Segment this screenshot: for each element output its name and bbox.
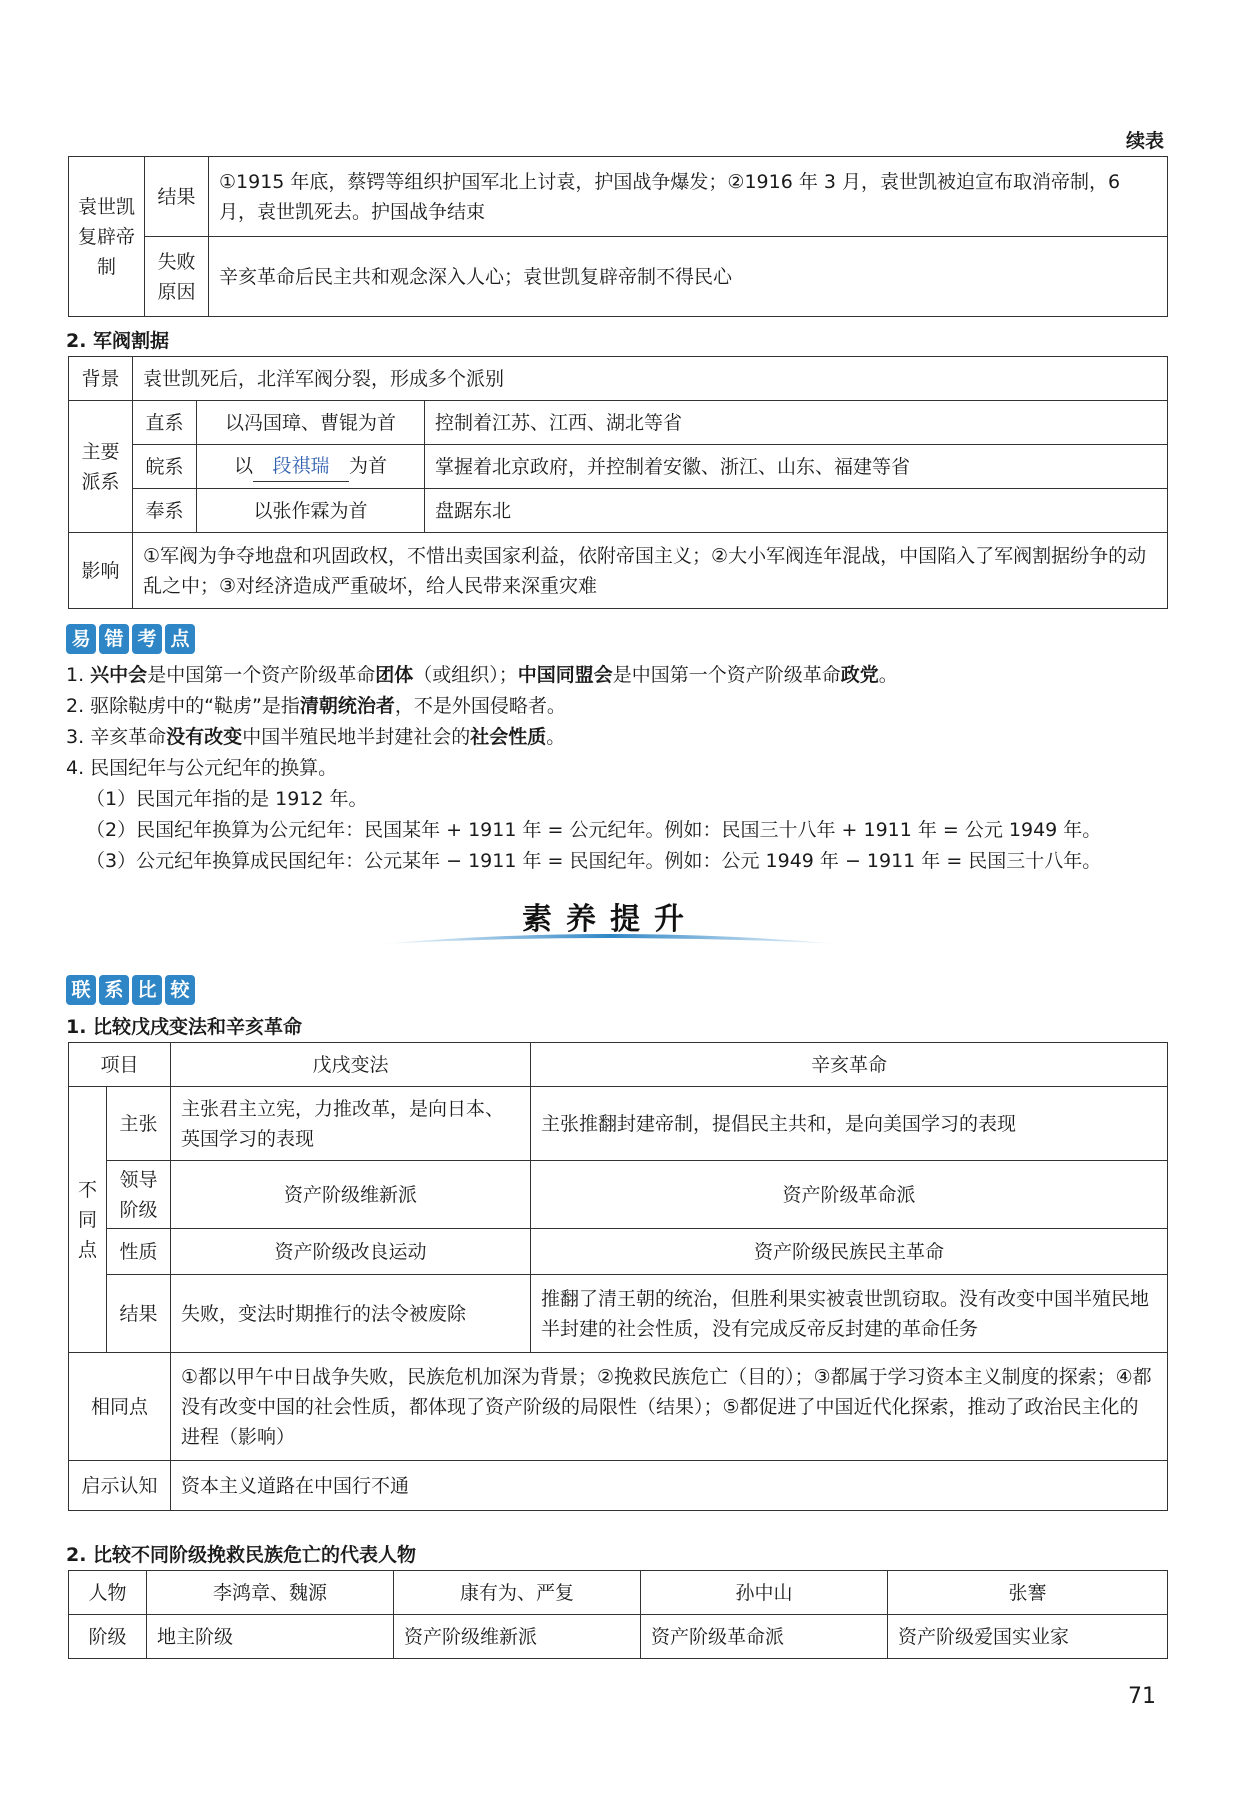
text: 。 — [878, 664, 898, 686]
faction-name: 奉系 — [133, 489, 197, 533]
emphasis: 社会性质 — [470, 726, 547, 748]
text: 2. 驱除鞑虏中的“鞑虏”是指 — [66, 695, 300, 717]
reform-cell: 资产阶级改良运动 — [171, 1229, 531, 1275]
error-subitem-3: （3）公元纪年换算成民国纪年：公元某年 − 1911 年 = 民国纪年。例如：公元 1949 年 − 1911 年 = 民国三十八年。 — [86, 850, 1102, 872]
emphasis: 中国同盟会 — [517, 664, 613, 686]
text: ，不是外国侵略者。 — [394, 695, 566, 717]
text: 是中国第一个资产阶级革命 — [147, 664, 376, 686]
tag-char: 系 — [99, 975, 129, 1005]
error-item-4: 4. 民国纪年与公元纪年的换算。 — [66, 757, 338, 779]
yuan-restoration-label: 袁世凯复辟帝制 — [69, 157, 145, 317]
emphasis: 团体 — [375, 664, 414, 686]
literacy-banner — [380, 890, 840, 950]
error-subitem-2: （2）民国纪年换算为公元纪年：民国某年 + 1911 年 = 公元纪年。例如：民国三十八年 + 1911 年 = 公元 1949 年。 — [86, 819, 1102, 841]
factions-label: 主要派系 — [69, 401, 133, 533]
tag-char: 点 — [165, 624, 195, 654]
comparison-tag — [66, 975, 195, 1005]
failure-reason-label: 失败原因 — [145, 237, 209, 317]
faction-control: 掌握着北京政府，并控制着安徽、浙江、山东、福建等省 — [425, 445, 1168, 489]
result-text: ①1915 年底，蔡锷等组织护国军北上讨袁，护国战争爆发；②1916 年 3 月，袁世凯被迫宣布取消帝制，6 月，袁世凯死去。护国战争结束 — [209, 157, 1168, 237]
section-figures-title: 2. 比较不同阶级挽救民族危亡的代表人物 — [66, 1544, 417, 1566]
reform-revolution-table — [68, 1042, 1168, 1511]
emphasis: 兴中会 — [90, 664, 148, 686]
result-label: 结果 — [145, 157, 209, 237]
revolution-cell: 主张推翻封建帝制，提倡民主共和，是向美国学习的表现 — [531, 1087, 1168, 1161]
faction-name: 直系 — [133, 401, 197, 445]
similarity-text: ①都以甲午中日战争失败，民族危机加深为背景；②挽救民族危亡（目的）；③都属于学习资本主义制度的探索；④都没有改变中国的社会性质，都体现了资产阶级的局限性（结果）；⑤都促进了中国近代化探索，推动了政治民主化的进程（影响） — [171, 1353, 1168, 1461]
section-warlord-title: 2. 军阀割据 — [66, 330, 170, 352]
faction-name: 皖系 — [133, 445, 197, 489]
header-item: 项目 — [69, 1043, 171, 1087]
insight-text: 资本主义道路在中国行不通 — [171, 1461, 1168, 1511]
error-item-2 — [66, 691, 566, 721]
reform-cell: 资产阶级维新派 — [171, 1161, 531, 1229]
header-reform: 戊戌变法 — [171, 1043, 531, 1087]
continued-table-label: 续表 — [1126, 130, 1165, 152]
tag-char: 考 — [132, 624, 162, 654]
header-revolution: 辛亥革命 — [531, 1043, 1168, 1087]
banner-title: 素养提升 — [522, 902, 698, 937]
faction-leader: 以冯国璋、曹锟为首 — [197, 401, 425, 445]
section-compare-title: 1. 比较戊戌变法和辛亥革命 — [66, 1016, 303, 1038]
figure-name: 孙中山 — [641, 1571, 888, 1615]
emphasis: 政党 — [840, 664, 879, 686]
tag-char: 易 — [66, 624, 96, 654]
faction-leader — [197, 445, 425, 489]
error-subitem-1: （1）民国元年指的是 1912 年。 — [86, 788, 368, 810]
emphasis: 清朝统治者 — [299, 695, 395, 717]
reform-cell: 主张君主立宪，力推改革，是向日本、英国学习的表现 — [171, 1087, 531, 1161]
impact-text: ①军阀为争夺地盘和巩固政权，不惜出卖国家利益，依附帝国主义；②大小军阀连年混战，中国陷入了军阀割据纷争的动乱之中；③对经济造成严重破坏，给人民带来深重灾难 — [133, 533, 1168, 609]
tag-char: 联 — [66, 975, 96, 1005]
page-number: 71 — [1128, 1684, 1156, 1709]
figure-name: 李鸿章、魏源 — [147, 1571, 394, 1615]
text: （或组织）； — [413, 664, 518, 686]
faction-control: 控制着江苏、江西、湖北等省 — [425, 401, 1168, 445]
error-prone-tag — [66, 624, 195, 654]
figure-name: 张謇 — [888, 1571, 1168, 1615]
figure-class: 资产阶级革命派 — [641, 1615, 888, 1659]
faction-control: 盘踞东北 — [425, 489, 1168, 533]
faction-leader: 以张作霖为首 — [197, 489, 425, 533]
text: 中国半殖民地半封建社会的 — [242, 726, 471, 748]
similarity-label: 相同点 — [69, 1353, 171, 1461]
text: 是中国第一个资产阶级革命 — [612, 664, 841, 686]
tag-char: 错 — [99, 624, 129, 654]
class-header: 阶级 — [69, 1615, 147, 1659]
figures-header: 人物 — [69, 1571, 147, 1615]
reform-cell: 失败，变法时期推行的法令被废除 — [171, 1275, 531, 1353]
figure-class: 地主阶级 — [147, 1615, 394, 1659]
tag-char: 比 — [132, 975, 162, 1005]
insight-label: 启示认知 — [69, 1461, 171, 1511]
fill-blank-answer: 段祺瑞 — [253, 451, 349, 482]
revolution-cell: 资产阶级民族民主革命 — [531, 1229, 1168, 1275]
revolution-cell: 推翻了清王朝的统治，但胜利果实被袁世凯窃取。没有改变中国半殖民地半封建的社会性质，没有完成反帝反封建的革命任务 — [531, 1275, 1168, 1353]
impact-label: 影响 — [69, 533, 133, 609]
leader-suffix: 为首 — [349, 455, 388, 477]
row-label: 主张 — [107, 1087, 171, 1161]
difference-label: 不同点 — [69, 1087, 107, 1353]
error-item-3 — [66, 722, 565, 752]
leader-prefix: 以 — [233, 455, 253, 477]
background-text: 袁世凯死后，北洋军阀分裂，形成多个派别 — [133, 357, 1168, 401]
yuan-restoration-table — [68, 156, 1168, 317]
row-label: 领导阶级 — [107, 1161, 171, 1229]
item-number: 1. — [66, 664, 91, 686]
emphasis: 没有改变 — [166, 726, 243, 748]
figure-class: 资产阶级爱国实业家 — [888, 1615, 1168, 1659]
tag-char: 较 — [165, 975, 195, 1005]
figure-name: 康有为、严复 — [394, 1571, 641, 1615]
figure-class: 资产阶级维新派 — [394, 1615, 641, 1659]
revolution-cell: 资产阶级革命派 — [531, 1161, 1168, 1229]
text: 。 — [546, 726, 566, 748]
warlord-table — [68, 356, 1168, 609]
row-label: 性质 — [107, 1229, 171, 1275]
figures-table — [68, 1570, 1168, 1659]
text: 3. 辛亥革命 — [66, 726, 167, 748]
row-label: 结果 — [107, 1275, 171, 1353]
failure-reason-text: 辛亥革命后民主共和观念深入人心；袁世凯复辟帝制不得民心 — [209, 237, 1168, 317]
background-label: 背景 — [69, 357, 133, 401]
error-item-1 — [66, 660, 898, 690]
